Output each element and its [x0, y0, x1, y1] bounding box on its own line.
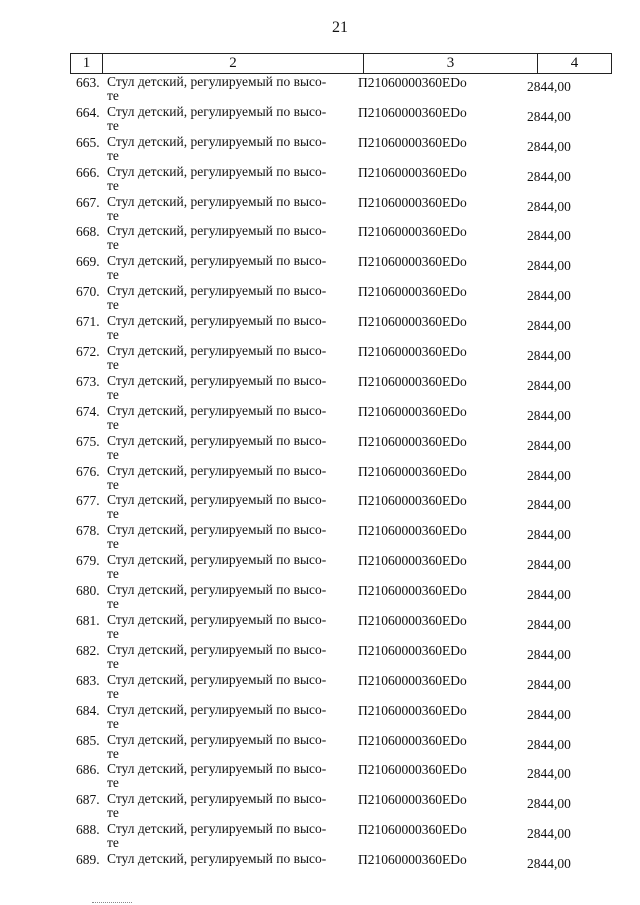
row-description-line1: Стул детский, регулируемый по высо- — [107, 103, 327, 119]
row-description — [107, 165, 331, 193]
column-header-2: 2 — [103, 54, 364, 73]
row-code: П21060000360EDo — [358, 75, 467, 90]
row-code: П21060000360EDo — [358, 732, 467, 748]
row-number: 678. — [76, 523, 100, 539]
row-description-line1: Стул детский, регулируемый по высо- — [107, 462, 327, 478]
row-price: 2844,00 — [527, 437, 571, 453]
row-description — [107, 374, 331, 402]
row-description-line1: Стул детский, регулируемый по высо- — [107, 821, 327, 837]
row-description-line2: те — [107, 745, 119, 761]
table-header — [70, 53, 612, 74]
table-row — [70, 701, 630, 731]
row-description-line2: те — [107, 357, 119, 373]
row-description-line1: Стул детский, регулируемый по высо- — [107, 313, 327, 329]
row-number: 670. — [76, 284, 100, 300]
row-description-line2: те — [107, 655, 119, 671]
row-price: 2844,00 — [527, 527, 571, 543]
row-description-line1: Стул детский, регулируемый по высо- — [107, 223, 327, 239]
row-price: 2844,00 — [527, 856, 571, 872]
row-description — [107, 105, 331, 133]
row-description-line1: Стул детский, регулируемый по высо- — [107, 492, 327, 508]
table-row — [70, 521, 630, 551]
table-row — [70, 641, 630, 671]
table-body — [70, 73, 630, 880]
row-price: 2844,00 — [527, 377, 571, 393]
row-description — [107, 673, 331, 701]
row-number: 668. — [76, 224, 100, 240]
row-description-line2: те — [107, 775, 119, 791]
row-description-line1: Стул детский, регулируемый по высо- — [107, 133, 327, 149]
table-row — [70, 491, 630, 521]
row-price: 2844,00 — [527, 138, 571, 154]
table-row — [70, 103, 630, 133]
row-price: 2844,00 — [527, 617, 571, 633]
row-code: П21060000360EDo — [358, 702, 467, 718]
row-description-line2: те — [107, 685, 119, 701]
row-description-line1: Стул детский, регулируемый по высо- — [107, 522, 327, 538]
row-code: П21060000360EDo — [358, 284, 467, 300]
row-price: 2844,00 — [527, 796, 571, 812]
row-description — [107, 553, 331, 581]
row-number: 675. — [76, 433, 100, 449]
row-description — [107, 523, 331, 551]
row-description-line2: те — [107, 805, 119, 821]
row-description — [107, 464, 331, 492]
row-description — [107, 493, 331, 521]
row-description — [107, 344, 331, 372]
row-description-line2: те — [107, 835, 119, 851]
row-description-line2: те — [107, 267, 119, 283]
row-description — [107, 75, 331, 103]
row-price: 2844,00 — [527, 467, 571, 483]
row-number: 664. — [76, 104, 100, 120]
row-description-line1: Стул детский, регулируемый по высо- — [107, 402, 327, 418]
row-number: 679. — [76, 553, 100, 569]
row-description-line1: Стул детский, регулируемый по высо- — [107, 343, 327, 359]
column-header-4: 4 — [538, 54, 612, 73]
row-price: 2844,00 — [527, 168, 571, 184]
row-code: П21060000360EDo — [358, 672, 467, 688]
row-code: П21060000360EDo — [358, 164, 467, 180]
row-description-line1: Стул детский, регулируемый по высо- — [107, 641, 327, 657]
row-price: 2844,00 — [527, 706, 571, 722]
row-code: П21060000360EDo — [358, 194, 467, 210]
row-code: П21060000360EDo — [358, 852, 467, 868]
row-price: 2844,00 — [527, 318, 571, 334]
row-description — [107, 792, 331, 820]
row-description-line1: Стул детский, регулируемый по высо- — [107, 163, 327, 179]
row-description-line1: Стул детский, регулируемый по высо- — [107, 851, 327, 867]
row-code: П21060000360EDo — [358, 822, 467, 838]
table-row — [70, 133, 630, 163]
table-row — [70, 850, 630, 880]
row-code: П21060000360EDo — [358, 224, 467, 240]
row-number: 667. — [76, 194, 100, 210]
row-code: П21060000360EDo — [358, 762, 467, 778]
row-description-line2: те — [107, 596, 119, 612]
row-price: 2844,00 — [527, 228, 571, 244]
row-price: 2844,00 — [527, 766, 571, 782]
row-description-line1: Стул детский, регулируемый по высо- — [107, 432, 327, 448]
row-code: П21060000360EDo — [358, 553, 467, 569]
table-row — [70, 551, 630, 581]
row-number: 682. — [76, 642, 100, 658]
row-number: 674. — [76, 403, 100, 419]
row-price: 2844,00 — [527, 348, 571, 364]
row-price: 2844,00 — [527, 198, 571, 214]
row-description-line2: те — [107, 237, 119, 253]
row-price: 2844,00 — [527, 557, 571, 573]
row-description-line2: те — [107, 117, 119, 133]
row-description — [107, 404, 331, 432]
column-header-1: 1 — [70, 54, 103, 73]
row-number: 681. — [76, 613, 100, 629]
row-code: П21060000360EDo — [358, 344, 467, 360]
row-description — [107, 643, 331, 671]
row-code: П21060000360EDo — [358, 134, 467, 150]
table-row — [70, 760, 630, 790]
row-price: 2844,00 — [527, 676, 571, 692]
row-price: 2844,00 — [527, 587, 571, 603]
row-description-line1: Стул детский, регулируемый по высо- — [107, 731, 327, 747]
row-number: 672. — [76, 344, 100, 360]
row-description — [107, 852, 331, 866]
row-code: П21060000360EDo — [358, 583, 467, 599]
row-number: 684. — [76, 702, 100, 718]
row-code: П21060000360EDo — [358, 373, 467, 389]
row-code: П21060000360EDo — [358, 493, 467, 509]
page-number: 21 — [332, 19, 348, 36]
row-description-line1: Стул детский, регулируемый по высо- — [107, 671, 327, 687]
row-code: П21060000360EDo — [358, 403, 467, 419]
row-price: 2844,00 — [527, 79, 571, 94]
row-code: П21060000360EDo — [358, 433, 467, 449]
row-number: 683. — [76, 672, 100, 688]
table-row — [70, 790, 630, 820]
table-row — [70, 671, 630, 701]
row-code: П21060000360EDo — [358, 613, 467, 629]
table-row — [70, 372, 630, 402]
row-number: 689. — [76, 852, 100, 868]
footer-divider — [92, 902, 132, 903]
row-number: 676. — [76, 463, 100, 479]
row-code: П21060000360EDo — [358, 314, 467, 330]
row-description-line1: Стул детский, регулируемый по высо- — [107, 582, 327, 598]
table-row — [70, 342, 630, 372]
row-description — [107, 284, 331, 312]
row-number: 666. — [76, 164, 100, 180]
row-description-line2: те — [107, 147, 119, 163]
table-row — [70, 581, 630, 611]
row-number: 677. — [76, 493, 100, 509]
row-price: 2844,00 — [527, 407, 571, 423]
row-price: 2844,00 — [527, 826, 571, 842]
row-description-line2: те — [107, 626, 119, 642]
row-description — [107, 703, 331, 731]
row-number: 673. — [76, 373, 100, 389]
row-number: 686. — [76, 762, 100, 778]
row-description-line1: Стул детский, регулируемый по высо- — [107, 791, 327, 807]
row-price: 2844,00 — [527, 288, 571, 304]
table-row — [70, 163, 630, 193]
row-price: 2844,00 — [527, 736, 571, 752]
row-code: П21060000360EDo — [358, 254, 467, 270]
row-description-line1: Стул детский, регулируемый по высо- — [107, 193, 327, 209]
row-number: 665. — [76, 134, 100, 150]
table-row — [70, 312, 630, 342]
row-description-line2: те — [107, 506, 119, 522]
row-description-line1: Стул детский, регулируемый по высо- — [107, 74, 327, 89]
row-description-line2: те — [107, 88, 119, 103]
row-number: 688. — [76, 822, 100, 838]
row-description — [107, 254, 331, 282]
row-code: П21060000360EDo — [358, 463, 467, 479]
row-description-line2: те — [107, 297, 119, 313]
row-code: П21060000360EDo — [358, 642, 467, 658]
row-description-line2: те — [107, 566, 119, 582]
row-description-line1: Стул детский, регулируемый по высо- — [107, 253, 327, 269]
table-row — [70, 252, 630, 282]
row-description-line1: Стул детский, регулируемый по высо- — [107, 701, 327, 717]
table-row — [70, 820, 630, 850]
row-description — [107, 822, 331, 850]
row-number: 687. — [76, 792, 100, 808]
row-description — [107, 224, 331, 252]
column-header-3: 3 — [364, 54, 538, 73]
row-number: 669. — [76, 254, 100, 270]
row-description-line2: те — [107, 386, 119, 402]
row-description — [107, 733, 331, 761]
row-description-line1: Стул детский, регулируемый по высо- — [107, 761, 327, 777]
row-description — [107, 314, 331, 342]
row-number: 671. — [76, 314, 100, 330]
row-code: П21060000360EDo — [358, 792, 467, 808]
row-description-line1: Стул детский, регулируемый по высо- — [107, 552, 327, 568]
row-description-line2: те — [107, 177, 119, 193]
table-row — [70, 611, 630, 641]
row-description-line1: Стул детский, регулируемый по высо- — [107, 612, 327, 628]
row-price: 2844,00 — [527, 258, 571, 274]
row-description-line2: те — [107, 327, 119, 343]
row-description-line2: те — [107, 476, 119, 492]
row-code: П21060000360EDo — [358, 104, 467, 120]
row-description-line2: те — [107, 715, 119, 731]
table-row — [70, 282, 630, 312]
row-price: 2844,00 — [527, 108, 571, 124]
row-description-line2: те — [107, 207, 119, 223]
row-description — [107, 613, 331, 641]
row-description-line2: те — [107, 416, 119, 432]
row-number: 680. — [76, 583, 100, 599]
row-number: 685. — [76, 732, 100, 748]
row-description — [107, 434, 331, 462]
table-row — [70, 193, 630, 223]
row-price: 2844,00 — [527, 497, 571, 513]
row-description-line2: те — [107, 446, 119, 462]
row-description-line1: Стул детский, регулируемый по высо- — [107, 283, 327, 299]
table-row — [70, 402, 630, 432]
table-row — [70, 432, 630, 462]
row-description — [107, 195, 331, 223]
table-row — [70, 731, 630, 761]
row-description — [107, 762, 331, 790]
row-description — [107, 135, 331, 163]
row-code: П21060000360EDo — [358, 523, 467, 539]
table-row — [70, 462, 630, 492]
table-row — [70, 73, 630, 103]
row-price: 2844,00 — [527, 646, 571, 662]
row-number: 663. — [76, 75, 100, 90]
row-description — [107, 583, 331, 611]
row-description-line2: те — [107, 536, 119, 552]
table-row — [70, 222, 630, 252]
row-description-line1: Стул детский, регулируемый по высо- — [107, 372, 327, 388]
